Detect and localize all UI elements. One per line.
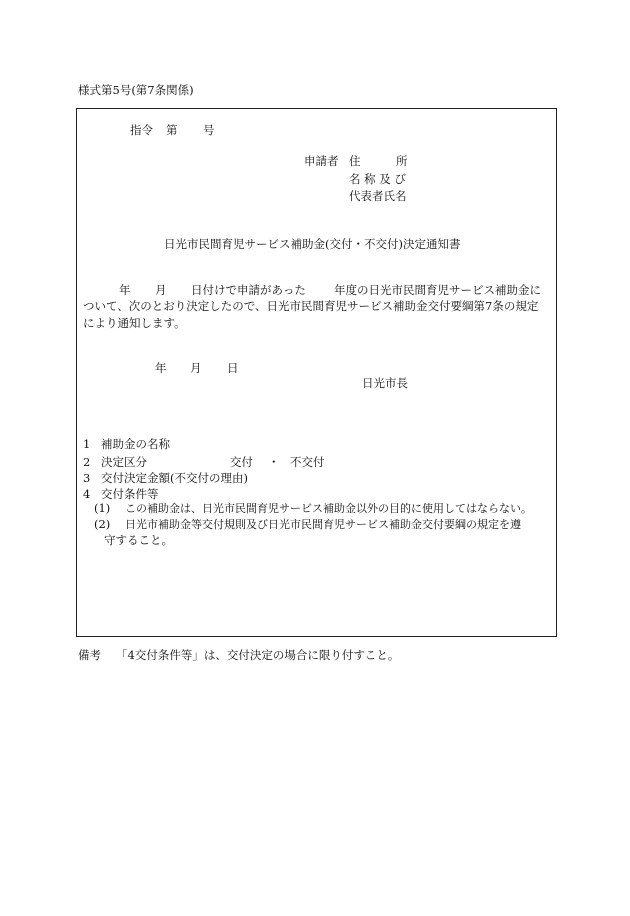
applicant-rep-line: 代表者氏名	[349, 189, 407, 203]
condition-1-num: (1)	[94, 501, 111, 515]
note-label: 備考	[78, 648, 101, 662]
item-2-sep: ・	[268, 455, 280, 469]
item-3-num: 3	[83, 471, 91, 485]
ref-suffix: 号	[203, 123, 215, 137]
date-day: 日	[227, 361, 239, 375]
item-2-label: 決定区分	[101, 455, 147, 469]
ref-prefix: 指令	[130, 123, 153, 137]
condition-2-num: (2)	[94, 517, 111, 531]
ref-mid: 第	[166, 123, 178, 137]
item-4-label: 交付条件等	[101, 487, 159, 501]
applicant-name-line: 名 称 及 び	[349, 172, 406, 186]
condition-2-text: 日光市補助金等交付規則及び日光市民間育児サービス補助金交付要綱の規定を遵	[125, 518, 521, 531]
body-line1-rest2: 年度の日光市民間育児サービス補助金に	[334, 283, 541, 297]
applicant-label: 申請者	[304, 154, 339, 168]
document-title: 日光市民間育児サービス補助金(交付・不交付)決定通知書	[164, 237, 461, 251]
body-line2: ついて、次のとおり決定したので、日光市民間育児サービス補助金交付要綱第7条の規定	[83, 299, 539, 313]
note-text: 「4交付条件等」は、交付決定の場合に限り付すこと。	[116, 648, 400, 662]
condition-2-cont: 守すること。	[104, 533, 173, 547]
body-line1-rest: 日付けで申請があった	[191, 283, 306, 297]
issuer: 日光市長	[362, 376, 408, 390]
document-frame	[76, 108, 557, 637]
item-2-opt2: 不交付	[290, 455, 325, 469]
body-month: 月	[155, 283, 167, 297]
condition-1-text: この補助金は、日光市民間育児サービス補助金以外の目的に使用してはならない。	[125, 502, 532, 515]
body-year: 年	[119, 283, 131, 297]
item-1-label: 補助金の名称	[101, 437, 170, 451]
applicant-address-b: 所	[396, 154, 408, 168]
applicant-address-a: 住	[349, 154, 361, 168]
body-line3: により通知します。	[83, 316, 186, 330]
date-year: 年	[155, 361, 167, 375]
item-3-label: 交付決定金額(不交付の理由)	[101, 471, 248, 485]
item-1-num: 1	[83, 437, 91, 451]
date-month: 月	[190, 361, 202, 375]
item-4-num: 4	[83, 487, 91, 501]
item-2-opt1: 交付	[230, 455, 253, 469]
item-2-num: 2	[83, 455, 91, 469]
form-label: 様式第5号(第7条関係)	[78, 83, 194, 97]
